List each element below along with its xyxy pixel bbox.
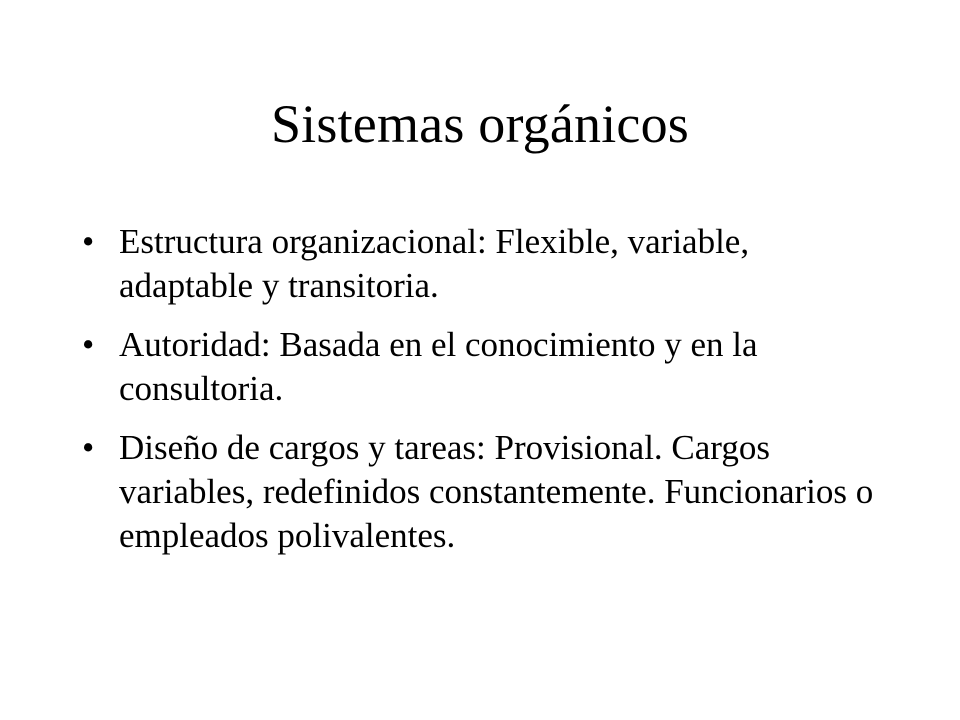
- bullet-dot-icon: •: [82, 325, 95, 364]
- slide-title: Sistemas orgánicos: [270, 94, 690, 154]
- bullet-dot-icon: •: [82, 222, 95, 261]
- bullet-text: Estructura organizacional: Flexible, variable, adaptable y transitoria.: [119, 222, 750, 305]
- bullet-dot-icon: •: [82, 428, 95, 467]
- bullet-text: Diseño de cargos y tareas: Provisional. Cargos variables, redefinidos constantemente. Funcionarios o empleados polivalentes.: [119, 428, 874, 555]
- bullet-item: [82, 426, 882, 558]
- bullet-item: [82, 220, 882, 308]
- bullet-list: [82, 220, 882, 573]
- bullet-item: [82, 323, 882, 411]
- bullet-text: Autoridad: Basada en el conocimiento y en la consultoria.: [119, 325, 758, 408]
